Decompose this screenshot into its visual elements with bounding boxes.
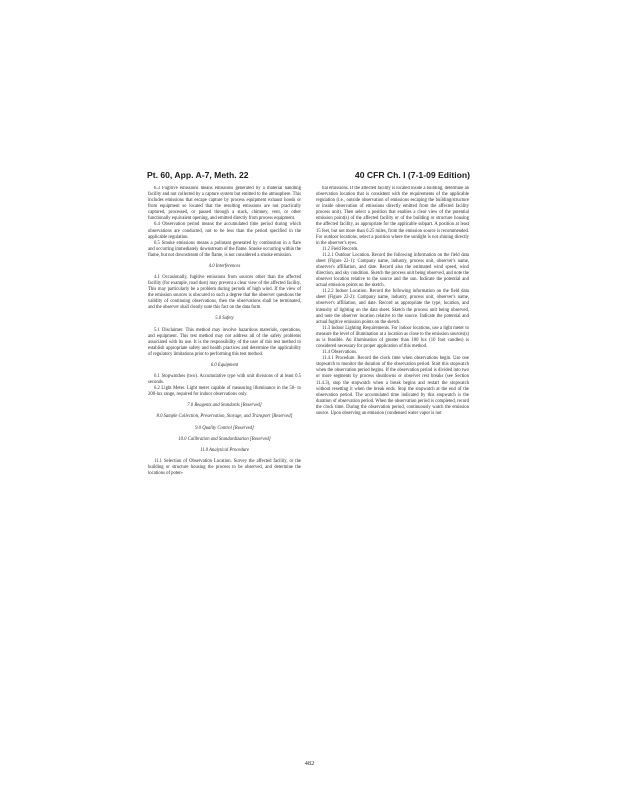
section-heading: 10.0 Calibration and Standardization [Reserved] [178,436,271,442]
paragraph: 5.1 Disclaimer. This method may involve hazardous materials, operations, and equipment. This test method may not address all of the safety problems associated with its use. It is the responsibility of the user of this test method to establish appropriate safety and health practices and determine the applicability of regulatory limitations prior to performing this test method. [148,327,301,357]
paragraph: 6.5 Smoke emissions means a pollutant generated by combustion in a flare and occurring immediately downstream of the flame. Smoke occurring within the flame, but not downstream of the flame, is not considered a smoke emission. [148,240,301,258]
paragraph: 11.3 Indoor Lighting Requirements. For indoor locations, use a light meter to measure the level of illumination at a location as close to the emission sources(s) as is feasible. An illumination of greater than 100 lux (10 foot candles) is considered necessary for proper application of this method. [316,325,469,350]
section-heading: 6.0 Equipment [210,362,239,368]
running-header-left: Pt. 60, App. A-7, Meth. 22 [147,170,249,180]
paragraph: 6.4 Observation period means the accumulated time period during which observations are conducted, not to be less than the period specified in the applicable regulation. [148,222,301,240]
paragraph: 11.2.1 Outdoor Location. Record the following information on the field data sheet (Figure 22-1): Company name, industry, process unit, observer's name, observer's affiliation, and date. Record also the estimated wind speed, wind direction, and sky condition. Sketch the process unit being observed, and note the observer location relative to the source and the sun. Indicate the potential and actual emission points on the sketch. [316,252,469,289]
paragraph: 6.2 Light Meter. Light meter capable of measuring illuminance in the 50- to 200-lux range, required for indoor observations only. [148,386,301,398]
paragraph: 6.3 Fugitive emissions means emissions generated by a material handling facility and not collected by a capture system but emitted to the atmosphere. This includes emissions that escape capture by process equipment exhaust hoods or from equipment so located that the resulting emissions are not practically captured, processed, or passed through a stack, chimney, vent, or other functionally equivalent opening, and emitted directly from process equipment. [148,186,301,222]
section-heading: 9.0 Quality Control [Reserved] [195,425,254,431]
paragraph: 11.1 Selection of Observation Location. Survey the affected facility, or the building or structure housing the process to be observed, and determine the locations of poten- [148,458,301,476]
section-heading: 8.0 Sample Collection, Preservation, Storage, and Transport [Reserved] [156,414,293,420]
left-text-column [148,186,301,742]
section-heading: 11.0 Analytical Procedure [200,447,249,453]
paragraph: 11.4 Observations. [322,350,358,356]
section-heading: 4.0 Interferences [208,263,241,269]
paragraph: 11.4.1 Procedure. Record the clock time when observations begin. Use one stopwatch to monitor the duration of the observation period. Start this stopwatch when the observation period begins. If the observation period is divided into two or more segments by process shutdowns or observer rest breaks (see Section 11.4.3), stop the stopwatch when a break begins and restart the stopwatch without resetting it when the break ends. Stop the stopwatch at the end of the observation period. The accumulated time indicated by this stopwatch is the duration of observation period. When the observation period is completed, record the clock time. During the observation period, continuously watch the emission source. Upon observing an emission (condensed water vapor is not [316,356,469,416]
right-text-column [316,186,469,742]
paragraph: 11.2.2 Indoor Location. Record the following information on the field data sheet (Figure 22-2): Company name, industry, process unit, observer's name, observer's affiliation, and date. Record as appropriate the type, location, and intensity of lighting on the data sheet. Sketch the process unit being observed, and note the observer location relative to the source. Indicate the potential and actual fugitive emission points on the sketch. [316,289,469,325]
paragraph: tial emissions. If the affected facility is located inside a building, determine an observation location that is consistent with the requirements of the applicable regulation (i.e., outside observation of emissions escaping the building/structure or inside observation of emissions directly emitted from the affected facility process unit). Then select a position that enables a clear view of the potential emission point(s) of the affected facility or of the building or structure housing the affected facility, as appropriate for the applicable subpart. A position at least 15 feet, but not more than 0.25 miles, from the emission source is recommended. For outdoor locations, select a position where the sunlight is not shining directly in the observer's eyes. [316,186,469,246]
paragraph: 4.1 Occasionally, fugitive emissions from sources other than the affected facility (for example, road dust) may prevent a clear view of the affected facility. This may particularly be a problem during periods of high wind. If the view of the emission sources is obscured to such a degree that the observer questions the validity of continuing observations, then the observations shall be terminated, and the observer shall clearly note this fact on the data form. [148,275,301,311]
running-header-right: 40 CFR Ch. I (7-1-09 Edition) [354,170,470,180]
paragraph: 6.1 Stopwatches (two). Accumulative type with unit divisions of at least 0.5 seconds. [148,374,301,386]
section-heading: 7.0 Reagents and Standards [Reserved] [187,403,262,409]
paragraph: 11.2 Field Records. [322,246,359,252]
section-heading: 5.0 Safety [215,316,234,322]
page-number: 482 [304,760,315,767]
